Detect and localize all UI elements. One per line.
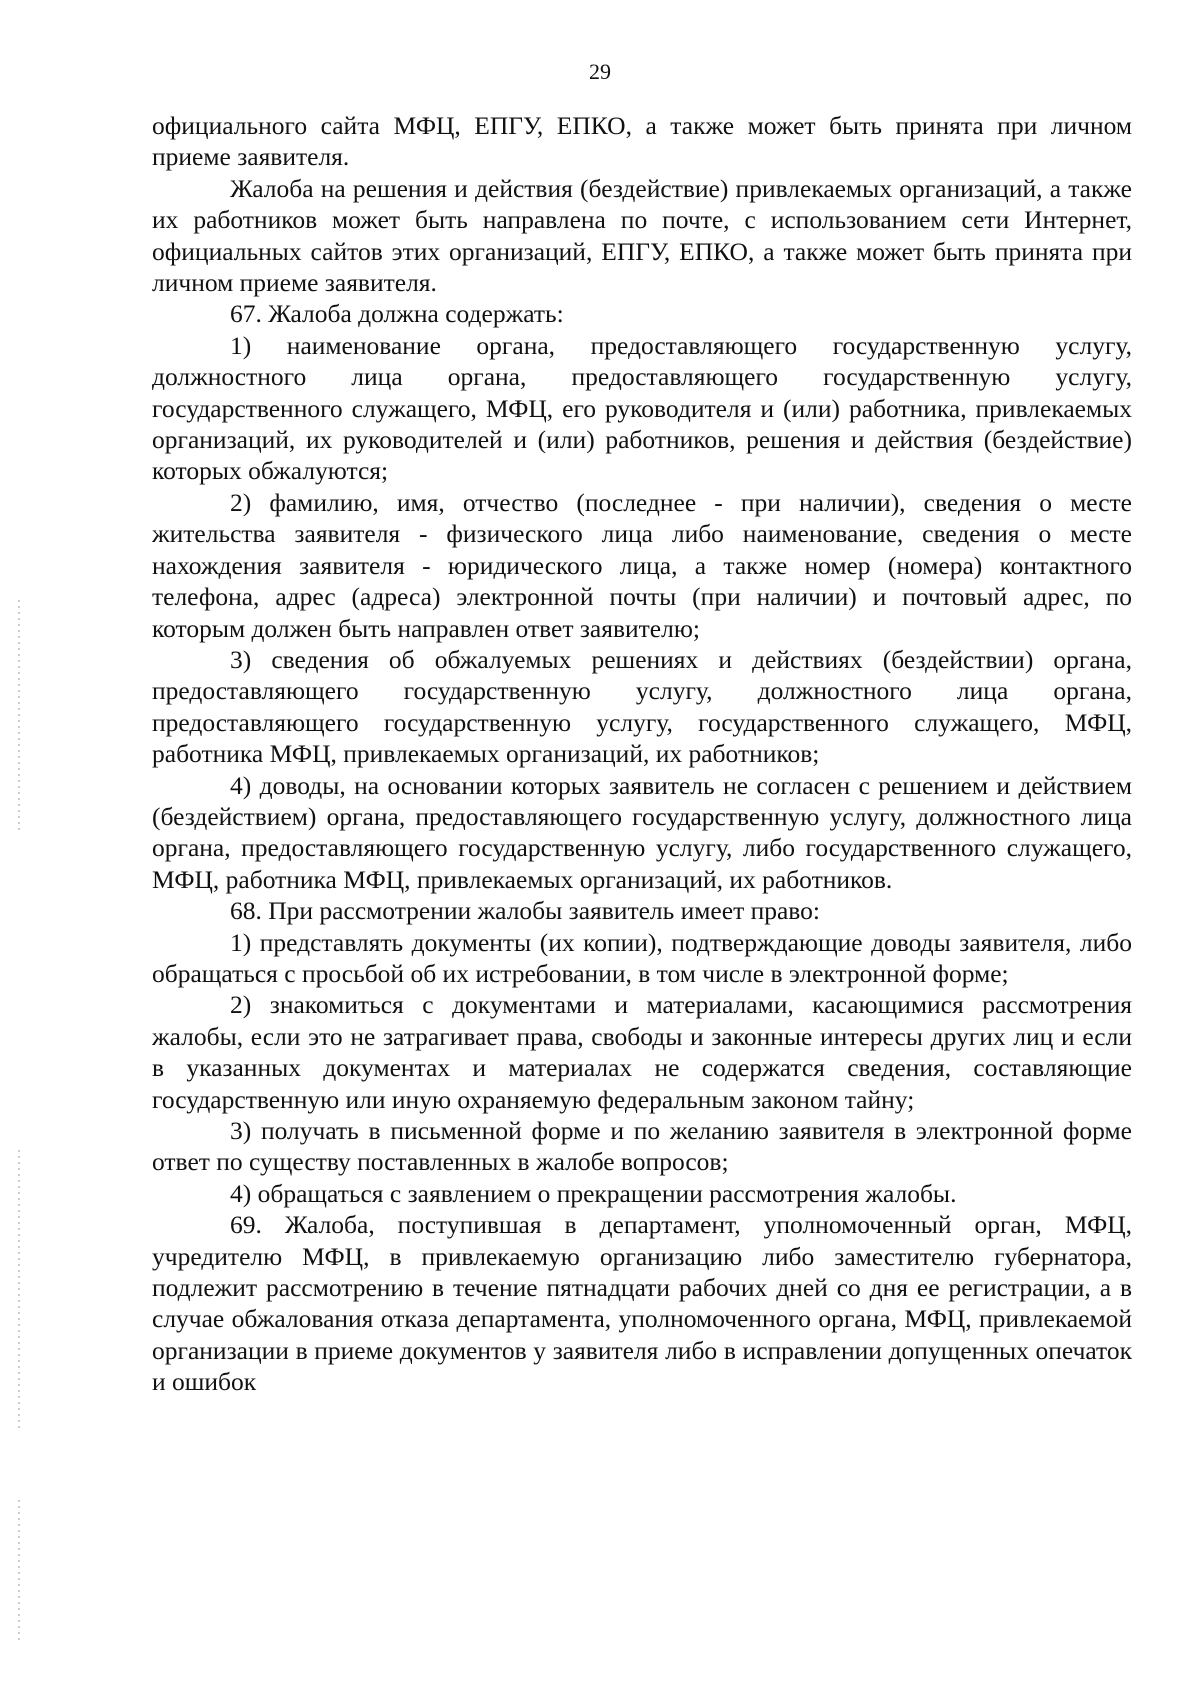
scan-artifact (18, 1500, 20, 1640)
list-item: 4) доводы, на основании которых заявитель не согласен с решением и действием (бездействием) органа, предоставляющего государственную услугу, должностного лица органа, предоставляющего государственную услугу, либо государственного служащего, МФЦ, работника МФЦ, привлекаемых организаций, их работников. (152, 770, 1132, 894)
paragraph: официального сайта МФЦ, ЕПГУ, ЕПКО, а также может быть принята при личном приеме заявителя. (152, 111, 1132, 172)
scan-artifact (18, 600, 20, 830)
section-heading-68: 68. При рассмотрении жалобы заявитель имеет право: (230, 896, 820, 926)
list-item: 3) сведения об обжалуемых решениях и действиях (бездействии) органа, предоставляющего государственную услугу, должностного лица органа, предоставляющего государственную услугу, государственного служащего, МФЦ, работника МФЦ, привлекаемых организаций, их работников; (152, 644, 1132, 769)
section-paragraph-69: 69. Жалоба, поступившая в департамент, уполномоченный орган, МФЦ, учредителю МФЦ, в привлекаемую организацию либо заместителю губернатора, подлежит рассмотрению в течение пятнадцати рабочих дней со дня ее регистрации, а в случае обжалования отказа департамента, уполномоченного органа, МФЦ, привлекаемой организации в приеме документов у заявителя либо в исправлении допущенных опечаток и ошибок (152, 1210, 1132, 1397)
scan-artifact (18, 1150, 20, 1430)
page-number: 29 (589, 59, 611, 84)
document-body (152, 110, 1132, 1398)
list-item: 4) обращаться с заявлением о прекращении рассмотрения жалобы. (230, 1178, 957, 1208)
list-item: 2) знакомиться с документами и материалами, касающимися рассмотрения жалобы, если это не затрагивает права, свободы и законные интересы других лиц и если в указанных документах и материалах не содержатся сведения, составляющие государственную или иную охраняемую федеральным законом тайну; (152, 990, 1132, 1114)
list-item: 2) фамилию, имя, отчество (последнее - при наличии), сведения о месте жительства заявителя - физического лица либо наименование, сведения о месте нахождения заявителя - юридического лица, а также номер (номера) контактного телефона, адрес (адреса) электронной почты (при наличии) и почтовый адрес, по которым должен быть направлен ответ заявителю; (152, 487, 1132, 643)
list-item: 1) наименование органа, предоставляющего государственную услугу, должностного лица органа, предоставляющего государственную услугу, государственного служащего, МФЦ, его руководителя и (или) работника, привлекаемых организаций, их руководителей и (или) работников, решения и действия (бездействие) которых обжалуются; (152, 330, 1132, 486)
paragraph: Жалоба на решения и действия (бездействие) привлекаемых организаций, а также их работников может быть направлена по почте, с использованием сети Интернет, официальных сайтов этих организаций, ЕПГУ, ЕПКО, а также может быть принята при личном приеме заявителя. (152, 173, 1132, 298)
list-item: 3) получать в письменной форме и по желанию заявителя в электронной форме ответ по существу поставленных в жалобе вопросов; (152, 1116, 1132, 1177)
list-item: 1) представлять документы (их копии), подтверждающие доводы заявителя, либо обращаться с просьбой об их истребовании, в том числе в электронной форме; (152, 927, 1132, 988)
section-heading-67: 67. Жалоба должна содержать: (230, 299, 564, 329)
